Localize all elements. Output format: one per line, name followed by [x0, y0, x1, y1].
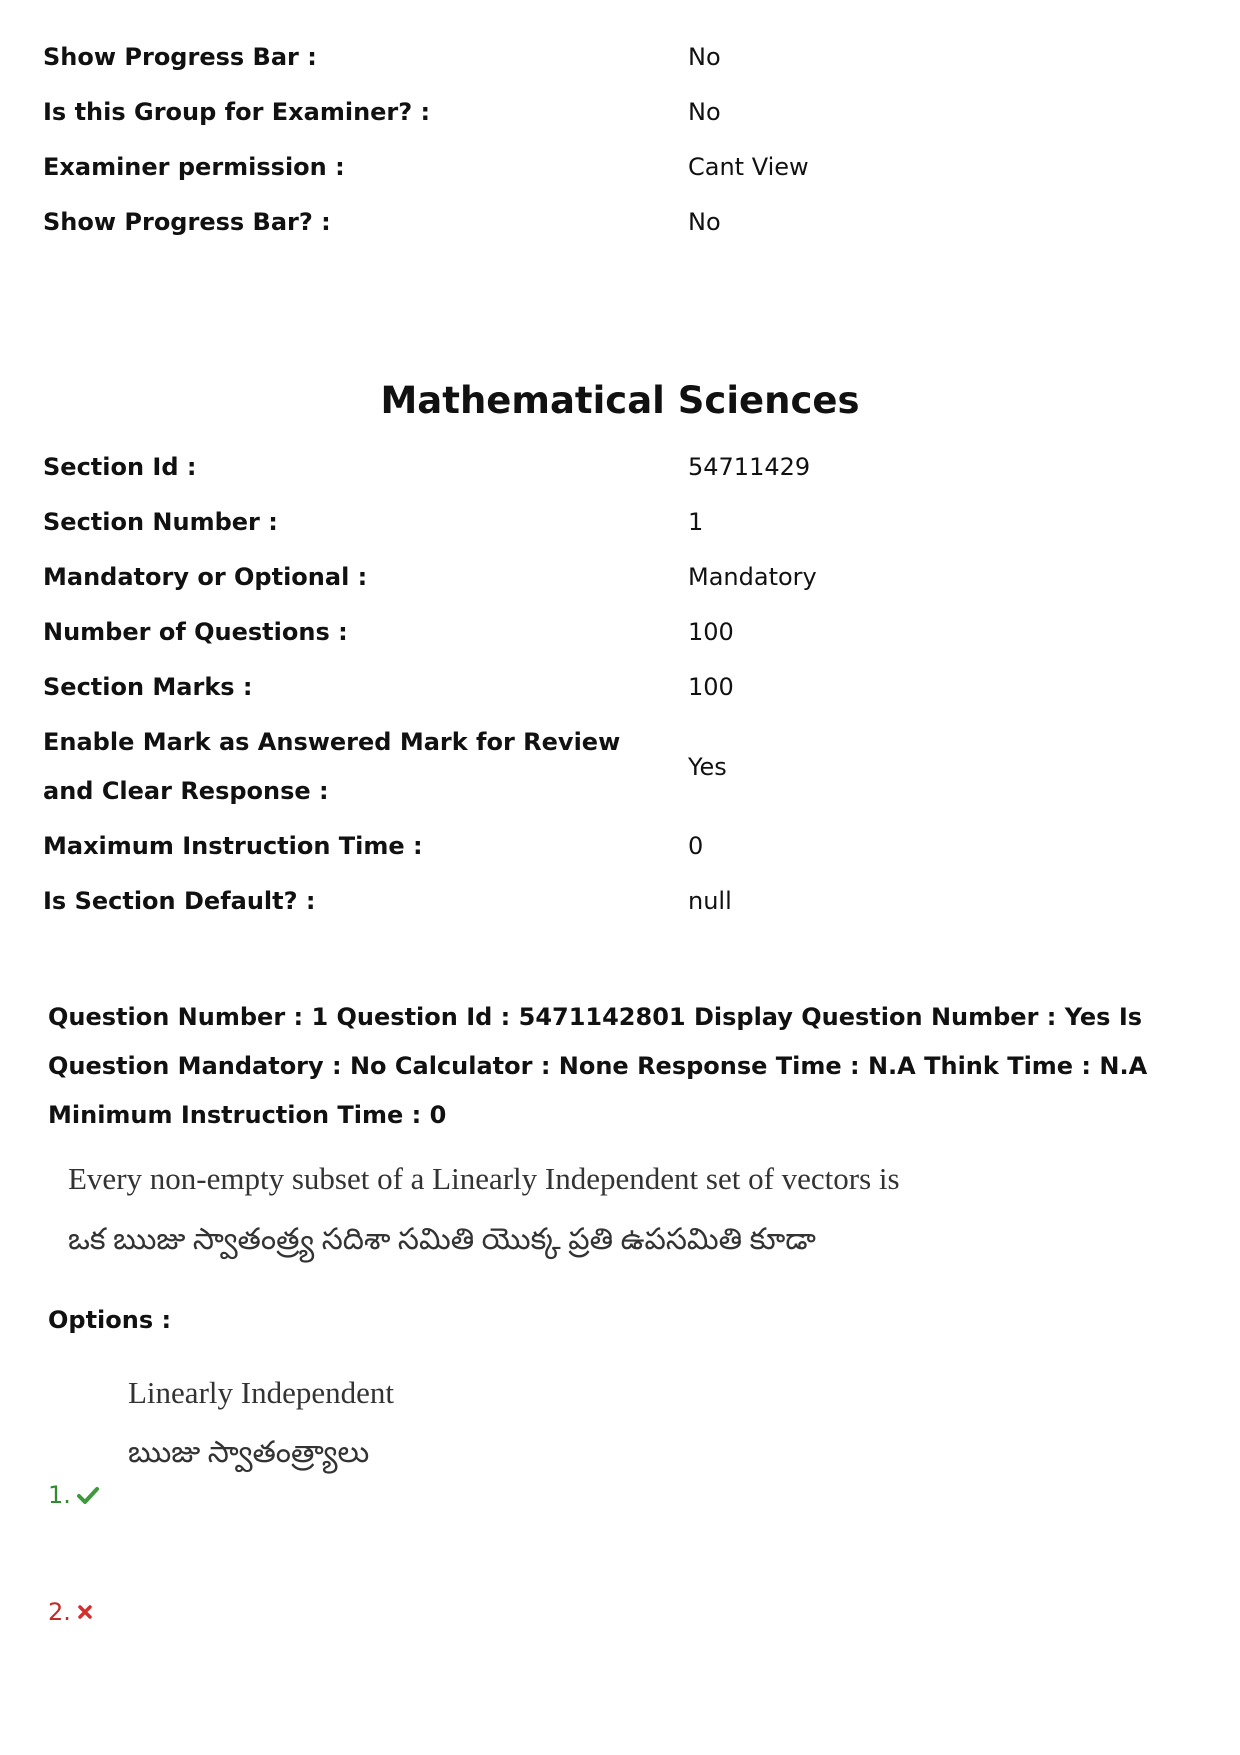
section-value: 100 [688, 618, 734, 646]
section-label: Section Number : [43, 508, 278, 536]
setting-label: Examiner permission : [43, 153, 345, 181]
setting-value: Cant View [688, 153, 809, 181]
section-label: Is Section Default? : [43, 887, 316, 915]
setting-row [43, 195, 1193, 250]
section-value: 100 [688, 673, 734, 701]
section-row [43, 605, 1193, 660]
section-value: 1 [688, 508, 704, 536]
setting-value: No [688, 43, 721, 71]
section-label: Number of Questions : [43, 618, 348, 646]
section-row [43, 819, 1193, 874]
setting-value: No [688, 208, 721, 236]
section-row [43, 440, 1193, 495]
setting-label: Is this Group for Examiner? : [43, 98, 431, 126]
option-1-marker [48, 1480, 99, 1510]
section-value: 0 [688, 832, 704, 860]
section-row [43, 660, 1193, 715]
section-value: Mandatory [688, 563, 817, 591]
option-1-number: 1. [48, 1481, 71, 1509]
section-details-table [43, 440, 1193, 929]
option-2-number: 2. [48, 1598, 71, 1626]
setting-row [43, 140, 1193, 195]
question-metadata: Question Number : 1 Question Id : 5471142801 Display Question Number : Yes Is Question Mandatory : No Calculator : None Response Time : N.A Think Time : N.A Minimum Instruction Time : 0 [48, 1003, 1148, 1129]
section-row [43, 874, 1193, 929]
question-text-image [68, 1150, 900, 1272]
setting-label: Show Progress Bar? : [43, 208, 331, 236]
section-label: Mandatory or Optional : [43, 563, 368, 591]
question-text-telugu: ఒక ఋజు స్వాతంత్ర్య సదిశా సమితి యొక్క ప్రతి ఉపసమితి కూడా [68, 1223, 816, 1256]
options-heading: Options : [48, 1306, 172, 1334]
section-label: Section Id : [43, 453, 197, 481]
section-label: Section Marks : [43, 673, 253, 701]
section-title: Mathematical Sciences [380, 379, 860, 422]
section-value: null [688, 887, 732, 915]
section-label: Enable Mark as Answered Mark for Review and Clear Response : [43, 728, 621, 805]
section-row [43, 715, 1193, 819]
setting-label: Show Progress Bar : [43, 43, 317, 71]
question-text-english: Every non-empty subset of a Linearly Independent set of vectors is [68, 1161, 900, 1196]
option-1-text-telugu: ఋజు స్వాతంత్ర్యాలు [128, 1436, 370, 1469]
section-value: Yes [688, 752, 727, 781]
cross-icon [77, 1604, 93, 1620]
check-icon [77, 1486, 99, 1504]
section-row [43, 495, 1193, 550]
setting-row [43, 85, 1193, 140]
exam-settings-table [43, 30, 1193, 250]
option-1-image [128, 1365, 394, 1485]
setting-row [43, 30, 1193, 85]
section-label: Maximum Instruction Time : [43, 832, 423, 860]
section-value: 54711429 [688, 453, 811, 481]
section-row [43, 550, 1193, 605]
option-2-marker [48, 1597, 93, 1627]
setting-value: No [688, 98, 721, 126]
option-1-text-english: Linearly Independent [128, 1375, 394, 1410]
